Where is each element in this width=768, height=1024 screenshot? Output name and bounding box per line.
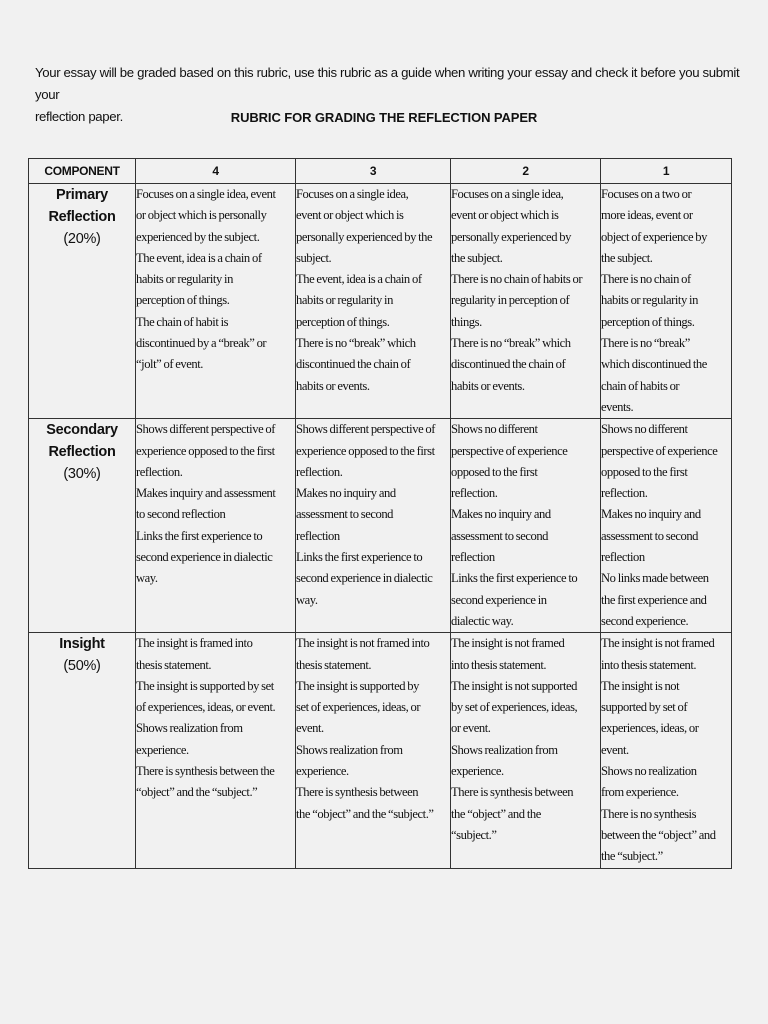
component-name: Reflection xyxy=(48,444,116,461)
criteria-line: into thesis statement. xyxy=(451,657,547,672)
criteria-line: by set of experiences, ideas, xyxy=(451,700,578,715)
criteria-line: experience. xyxy=(136,742,189,757)
criteria-line: The insight is supported by set xyxy=(136,678,274,693)
criteria-line: Shows different perspective of xyxy=(296,422,435,437)
criteria-line: discontinued by a “break” or xyxy=(136,336,267,351)
criteria-line: The insight is not framed into xyxy=(296,636,430,651)
criteria-line: assessment to second xyxy=(451,528,549,543)
criteria-line: reflection xyxy=(601,550,645,565)
criteria-line: dialectic way. xyxy=(451,613,514,628)
criteria-line: which discontinued the xyxy=(601,357,707,372)
header-score-3: 3 xyxy=(296,159,451,184)
criteria-line: There is synthesis between xyxy=(296,785,419,800)
criteria-line: the subject. xyxy=(451,250,503,265)
criteria-cell xyxy=(296,419,451,633)
criteria-cell xyxy=(136,419,296,633)
component-weight: (20%) xyxy=(63,231,101,247)
criteria-cell xyxy=(136,184,296,419)
criteria-line: discontinued the chain of xyxy=(451,357,566,372)
criteria-line: habits or events. xyxy=(296,378,370,393)
criteria-line: Focuses on a single idea, xyxy=(451,187,564,201)
rubric-title: RUBRIC FOR GRADING THE REFLECTION PAPER xyxy=(230,110,538,125)
criteria-line: There is synthesis between the xyxy=(136,764,275,779)
component-name: Primary xyxy=(56,187,108,203)
criteria-line: into thesis statement. xyxy=(601,657,697,672)
criteria-line: Shows realization from xyxy=(451,742,558,757)
criteria-line: There is no synthesis xyxy=(601,806,697,821)
criteria-line: set of experiences, ideas, or xyxy=(296,700,421,715)
criteria-line: event or object which is xyxy=(451,208,559,223)
criteria-line: second experience in dialectic xyxy=(136,550,273,565)
criteria-line: Makes no inquiry and xyxy=(601,507,701,522)
criteria-line: habits or events. xyxy=(451,378,525,393)
criteria-line: The insight is framed into xyxy=(136,636,253,651)
criteria-line: No links made between xyxy=(601,571,709,586)
component-name: Insight xyxy=(59,636,105,653)
criteria-line: assessment to second xyxy=(601,528,699,543)
criteria-line: to second reflection xyxy=(136,507,226,522)
criteria-line: the “object” and the xyxy=(451,806,541,821)
criteria-line: Focuses on a single idea, event xyxy=(136,187,276,201)
criteria-line: supported by set of xyxy=(601,700,688,715)
intro-line: reflection paper. xyxy=(35,109,123,124)
criteria-line: between the “object” and xyxy=(601,827,716,842)
criteria-line: opposed to the first xyxy=(601,464,688,479)
header-component: COMPONENT xyxy=(29,159,136,184)
header-score-1: 1 xyxy=(601,159,732,184)
criteria-line: Shows no different xyxy=(601,422,688,437)
criteria-line: The insight is not supported xyxy=(451,678,578,693)
criteria-line: experience. xyxy=(451,764,504,779)
criteria-cell xyxy=(296,184,451,419)
criteria-line: Makes no inquiry and xyxy=(451,507,551,522)
criteria-line: subject. xyxy=(296,250,332,265)
criteria-line: personally experienced by xyxy=(451,229,571,244)
criteria-line: “jolt” of event. xyxy=(136,357,203,372)
criteria-line: experienced by the subject. xyxy=(136,229,260,244)
criteria-line: There is no “break” xyxy=(601,336,690,351)
criteria-line: The insight is not xyxy=(601,678,680,693)
criteria-cell xyxy=(136,633,296,868)
criteria-line: There is no “break” which xyxy=(296,336,416,351)
table-row xyxy=(29,633,732,868)
criteria-line: thesis statement. xyxy=(136,657,212,672)
criteria-line: event. xyxy=(601,742,629,757)
criteria-line: perception of things. xyxy=(296,314,390,329)
criteria-line: experiences, ideas, or xyxy=(601,721,699,736)
criteria-line: way. xyxy=(136,571,158,586)
criteria-line: There is synthesis between xyxy=(451,785,574,800)
criteria-line: event or object which is xyxy=(296,208,404,223)
component-cell xyxy=(29,184,136,419)
criteria-line: the “object” and the “subject.” xyxy=(296,806,434,821)
criteria-line: habits or regularity in xyxy=(601,293,698,308)
criteria-line: personally experienced by the xyxy=(296,229,433,244)
criteria-line: regularity in perception of xyxy=(451,293,570,308)
criteria-line: Focuses on a single idea, xyxy=(296,187,409,201)
criteria-line: reflection. xyxy=(451,486,498,501)
header-score-2: 2 xyxy=(451,159,601,184)
criteria-line: events. xyxy=(601,399,634,414)
intro-line: Your essay will be graded based on this rubric, use this rubric as a guide when writing your essay and check it before you submit your xyxy=(35,65,740,102)
criteria-line: The event, idea is a chain of xyxy=(136,250,262,265)
criteria-line: event. xyxy=(296,721,324,736)
criteria-line: “object” and the “subject.” xyxy=(136,785,258,800)
criteria-cell xyxy=(451,419,601,633)
criteria-line: object of experience by xyxy=(601,229,707,244)
criteria-line: reflection xyxy=(296,528,340,543)
criteria-cell xyxy=(451,184,601,419)
criteria-line: habits or regularity in xyxy=(136,272,233,287)
criteria-line: There is no “break” which xyxy=(451,336,571,351)
criteria-line: thesis statement. xyxy=(296,657,372,672)
table-row xyxy=(29,419,732,633)
criteria-line: or object which is personally xyxy=(136,208,267,223)
criteria-line: The insight is not framed xyxy=(601,636,715,651)
criteria-cell xyxy=(451,633,601,868)
criteria-line: Shows different perspective of xyxy=(136,422,275,437)
criteria-line: The insight is supported by xyxy=(296,678,419,693)
criteria-line: opposed to the first xyxy=(451,464,538,479)
criteria-line: experience opposed to the first xyxy=(296,443,435,458)
criteria-line: reflection. xyxy=(601,486,648,501)
criteria-line: things. xyxy=(451,314,482,329)
criteria-line: There is no chain of habits or xyxy=(451,272,583,287)
criteria-line: chain of habits or xyxy=(601,378,680,393)
criteria-line: the “subject.” xyxy=(601,849,663,864)
criteria-line: habits or regularity in xyxy=(296,293,393,308)
criteria-line: from experience. xyxy=(601,785,679,800)
criteria-line: discontinued the chain of xyxy=(296,357,411,372)
criteria-line: Links the first experience to xyxy=(451,571,578,586)
criteria-line: the first experience and xyxy=(601,592,707,607)
criteria-line: There is no chain of xyxy=(601,272,691,287)
criteria-line: The event, idea is a chain of xyxy=(296,272,422,287)
criteria-cell xyxy=(601,184,732,419)
criteria-line: Makes no inquiry and xyxy=(296,486,396,501)
criteria-cell xyxy=(601,419,732,633)
criteria-line: reflection. xyxy=(296,464,343,479)
criteria-line: assessment to second xyxy=(296,507,394,522)
rubric-table xyxy=(28,158,732,869)
criteria-line: Links the first experience to xyxy=(136,528,263,543)
criteria-line: Shows realization from xyxy=(296,742,403,757)
component-weight: (30%) xyxy=(63,466,101,483)
criteria-line: Focuses on a two or xyxy=(601,187,692,201)
criteria-line: perspective of experience xyxy=(601,443,718,458)
criteria-line: way. xyxy=(296,592,318,607)
criteria-line: Links the first experience to xyxy=(296,550,423,565)
header-row xyxy=(29,159,732,184)
component-name: Reflection xyxy=(48,209,116,225)
criteria-cell xyxy=(296,633,451,868)
criteria-line: second experience. xyxy=(601,613,689,628)
criteria-line: reflection xyxy=(451,550,495,565)
criteria-line: experience opposed to the first xyxy=(136,443,275,458)
criteria-line: Shows no realization xyxy=(601,764,697,779)
criteria-line: perception of things. xyxy=(601,314,695,329)
component-name: Secondary xyxy=(46,422,118,439)
criteria-line: second experience in dialectic xyxy=(296,571,433,586)
table-row xyxy=(29,184,732,419)
criteria-line: of experiences, ideas, or event. xyxy=(136,700,276,715)
criteria-line: Shows realization from xyxy=(136,721,243,736)
criteria-line: experience. xyxy=(296,764,349,779)
component-cell xyxy=(29,419,136,633)
criteria-line: The insight is not framed xyxy=(451,636,565,651)
criteria-line: Makes inquiry and assessment xyxy=(136,486,276,501)
criteria-line: The chain of habit is xyxy=(136,314,229,329)
criteria-line: perspective of experience xyxy=(451,443,568,458)
criteria-line: Shows no different xyxy=(451,422,538,437)
component-weight: (50%) xyxy=(63,658,101,675)
criteria-cell xyxy=(601,633,732,868)
criteria-line: the subject. xyxy=(601,250,653,265)
criteria-line: “subject.” xyxy=(451,827,497,842)
criteria-line: perception of things. xyxy=(136,293,230,308)
criteria-line: reflection. xyxy=(136,464,183,479)
criteria-line: second experience in xyxy=(451,592,547,607)
header-score-4: 4 xyxy=(136,159,296,184)
criteria-line: more ideas, event or xyxy=(601,208,693,223)
component-cell xyxy=(29,633,136,868)
criteria-line: or event. xyxy=(451,721,491,736)
